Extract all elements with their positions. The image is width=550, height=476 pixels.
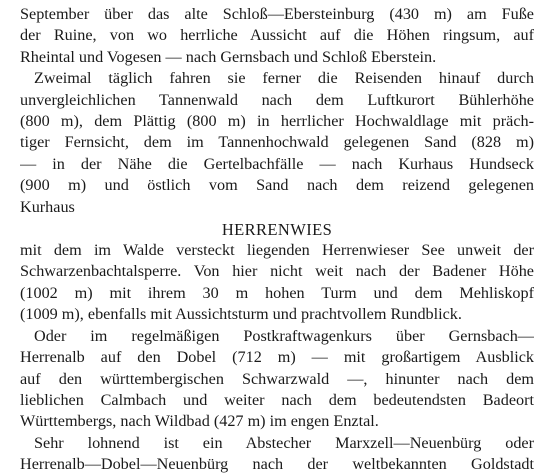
paragraph-buehlerhoehe	[20, 68, 534, 218]
text-line: Kurhaus	[20, 197, 75, 216]
document-page	[20, 4, 534, 476]
text-line: — in der Nähe die Gertelbachfälle — nach Kurhaus Hundseck	[20, 154, 534, 173]
text-line: Herrenalb—Dobel—Neuenbürg nach der weltbekannten Goldstadt	[20, 455, 534, 474]
text-line: Rheintal und Vogesen — nach Gernsbach und Schloß Eberstein.	[20, 47, 437, 66]
text-line: tiger Fernsicht, dem im Tannenhochwald gelegenen Sand (828 m)	[20, 133, 534, 152]
text-line: Zweimal täglich fahren sie ferner die Reisenden hinauf durch	[34, 69, 534, 88]
text-line: unvergleichlichen Tannenwald nach dem Luftkurort Bühlerhöhe	[20, 90, 534, 109]
text-line: Oder im regelmäßigen Postkraftwagenkurs über Gernsbach—	[34, 326, 534, 345]
text-line: lieblichen Calmbach und weiter nach dem bedeutendsten Badeort	[20, 390, 534, 409]
text-line: Herrenalb auf den Dobel (712 m) — mit großartigem Ausblick	[20, 348, 534, 367]
text-line: (800 m), dem Plättig (800 m) in herrlicher Hochwaldlage mit präch-	[20, 112, 534, 131]
section-heading: HERRENWIES	[221, 220, 333, 240]
text-line: auf den württembergischen Schwarzwald —, hinunter nach dem	[20, 369, 534, 388]
text-line: Schwarzenbachtalsperre. Von hier nicht weit nach der Badener Höhe	[20, 262, 534, 281]
text-line: (900 m) und östlich vom Sand nach dem reizend gelegenen	[20, 176, 534, 195]
text-line: (1009 m), ebenfalls mit Aussichtsturm und prachtvollem Rundblick.	[20, 305, 462, 324]
paragraph-abstecher	[20, 433, 534, 476]
text-line: Sehr lohnend ist ein Abstecher Marxzell—Neuenbürg oder	[34, 433, 534, 452]
text-line: September über das alte Schloß—Ebersteinburg (430 m) am Fuße	[20, 5, 534, 23]
paragraph-ebersteinburg	[20, 4, 534, 68]
paragraph-herrenwies	[20, 240, 534, 326]
paragraph-postkraftwagen	[20, 326, 534, 433]
text-line: mit dem im Walde versteckt liegenden Herrenwieser See unweit der	[20, 241, 534, 260]
text-line: (1002 m) mit ihrem 30 m hohen Turm und dem Mehliskopf	[20, 283, 534, 302]
text-line: der Ruine, von wo herrliche Aussicht auf die Höhen ringsum, auf	[20, 26, 534, 45]
text-line: Württembergs, nach Wildbad (427 m) im engen Enztal.	[20, 412, 379, 431]
